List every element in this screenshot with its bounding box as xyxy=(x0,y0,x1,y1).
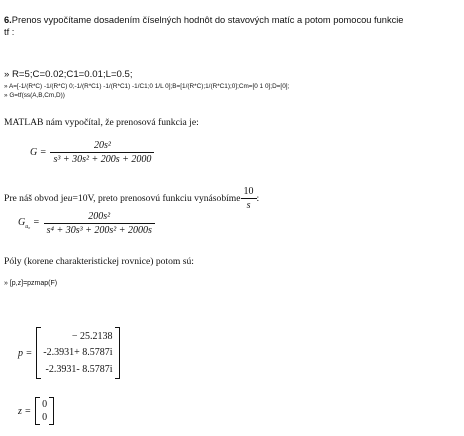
equation-gu-denominator: s⁴ + 30s³ + 200s² + 2000s xyxy=(46,225,152,236)
section-heading-text: Prenos vypočítame dosadením číselných hodnôt do stavových matíc a potom pomocou funkcie xyxy=(11,15,404,25)
matrix-p-row: -2.3931- 8.5787i xyxy=(45,364,113,376)
equation-g-fraction xyxy=(50,140,154,165)
sentence-obvod-voltage-symbol: u xyxy=(67,193,73,204)
matrix-p-row: -2.3931+ 8.5787i xyxy=(43,347,113,359)
multiplier-denominator: s xyxy=(246,200,251,211)
equation-gu-lhs: $G_{u_0}$ = xyxy=(18,217,40,230)
matrix-z-row: 0 xyxy=(42,399,48,410)
matrix-z-lhs: z = xyxy=(18,405,32,417)
equation-g xyxy=(30,140,154,165)
code-line-matrices: » A=[-1/(R*C) -1/(R*C) 0;-1/(R*C1) -1/(R*C1) -1/C1;0 1/L 0];B=[1/(R*C);1/(R*C1);0];Cm=[0 1 0];D=[0]; xyxy=(4,83,290,90)
code-line-tf: » G=tf(ss(A,B,Cm,D)) xyxy=(4,92,65,99)
sentence-obvod xyxy=(4,186,259,211)
matrix-p-right-bracket xyxy=(115,327,120,379)
sentence-obvod-c: : xyxy=(256,193,260,204)
matrix-z-body xyxy=(40,397,49,425)
matrix-z xyxy=(18,397,54,425)
equation-g-numerator: 20s² xyxy=(50,140,154,153)
matrix-p-row: − 25.2138 xyxy=(71,330,113,342)
sentence-matlab: MATLAB nám vypočítal, že prenosová funkcia je: xyxy=(4,117,199,128)
equation-gu-numerator: 200s² xyxy=(44,211,155,224)
equation-gu xyxy=(18,211,155,236)
sentence-poly: Póly (korene charakteristickej rovnice) potom sú: xyxy=(4,256,194,267)
equation-g-denominator: s³ + 30s² + 200s + 2000 xyxy=(53,154,152,165)
equation-g-lhs: G = xyxy=(30,147,47,158)
multiplier-numerator: 10 xyxy=(241,186,257,199)
matrix-z-right-bracket xyxy=(49,397,54,425)
code-line-params: » R=5;C=0.02;C1=0.01;L=0.5; xyxy=(4,69,133,80)
sentence-obvod-b: =10V, preto prenosovú funkciu vynásobíme xyxy=(72,193,241,204)
section-heading xyxy=(4,14,403,26)
sentence-obvod-a: Pre náš obvod je xyxy=(4,193,68,204)
equation-gu-fraction xyxy=(44,211,155,236)
multiplier-fraction xyxy=(241,186,257,211)
matrix-p xyxy=(18,327,120,379)
section-heading-continued: tf : xyxy=(4,27,15,37)
matrix-p-body xyxy=(41,327,114,379)
matrix-z-row: 0 xyxy=(42,412,48,423)
matrix-p-lhs: p = xyxy=(18,347,33,359)
code-line-pzmap: » [p,z]=pzmap(F) xyxy=(4,280,58,287)
section-number: 6. xyxy=(4,15,12,25)
